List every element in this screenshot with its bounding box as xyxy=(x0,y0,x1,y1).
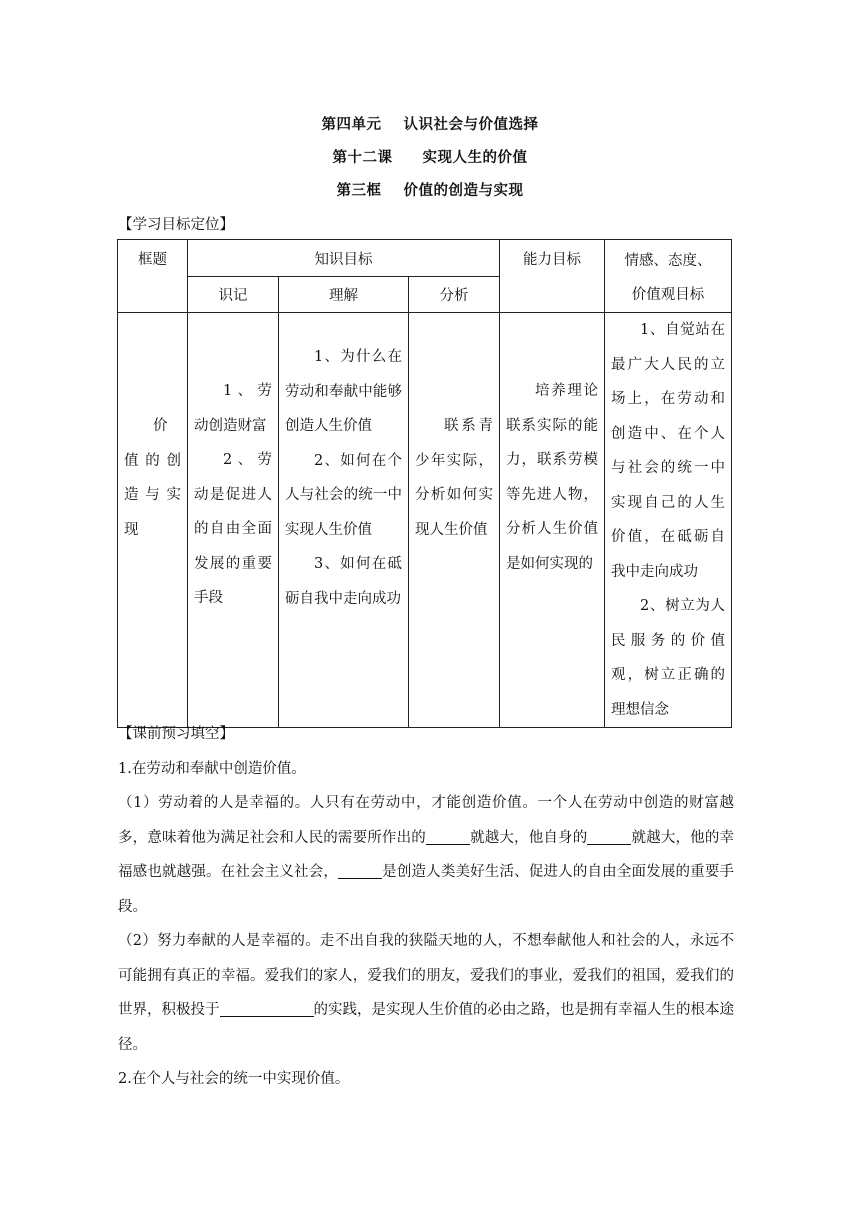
point-1-heading: 1.在劳动和奉献中创造价值。 xyxy=(118,761,306,777)
header-ability: 能力目标 xyxy=(500,240,605,313)
header-frame: 框题 xyxy=(118,240,188,313)
unit-title xyxy=(0,113,860,134)
fill-blank[interactable] xyxy=(338,864,382,879)
paragraph-1: （1）劳动着的人是幸福的。人只有在劳动中，才能创造价值。一个人在劳动中创造的财富越多，意味着他为满足社会和人民的需要所作出的 就越大，他自身的 就越大，他的幸福感也就越强。在社会主义社会， 是创造人类美好生活、促进人的自由全面发展的重要手段。 xyxy=(118,795,735,915)
lesson-number: 第十二课 xyxy=(332,150,393,166)
lesson-name: 实现人生的价值 xyxy=(422,150,528,166)
header-remember: 识记 xyxy=(188,277,279,313)
unit-name: 认识社会与价值选择 xyxy=(403,117,539,133)
cell-remember: 1、劳动创造财富 2、劳动是促进人的自由全面发展的重要手段 xyxy=(188,313,279,728)
cell-understand: 1、为什么在劳动和奉献中能够创造人生价值 2、如何在个人与社会的统一中实现人生价值 3、如何在砥砺自我中走向成功 xyxy=(279,313,409,728)
header-emotion: 情感、态度、 价值观目标 xyxy=(605,240,732,313)
cell-ability: 培养理论联系实际的能力，联系劳模等先进人物，分析人生价值是如何实现的 xyxy=(500,313,605,728)
fill-blank[interactable] xyxy=(220,1002,314,1017)
header-knowledge: 知识目标 xyxy=(188,240,500,277)
header-analyze: 分析 xyxy=(409,277,500,313)
fill-blank[interactable] xyxy=(587,830,631,845)
frame-number: 第三框 xyxy=(336,183,382,199)
fill-blank[interactable] xyxy=(426,830,470,845)
section-heading-preview: 【课前预习填空】 xyxy=(118,726,234,742)
lesson-title xyxy=(0,146,860,167)
cell-emotion: 1、自觉站在最广大人民的立场上，在劳动和创造中、在个人与社会的统一中实现自己的人生价值，在砥砺自我中走向成功 2、树立为人民服务的价值观，树立正确的理想信念 xyxy=(605,313,732,728)
point-2-heading: 2.在个人与社会的统一中实现价值。 xyxy=(118,1071,350,1087)
header-understand: 理解 xyxy=(279,277,409,313)
table-row xyxy=(118,313,732,728)
cell-frame: 价值的创造与实现 xyxy=(118,313,188,728)
learning-goals-table xyxy=(117,239,732,728)
section-heading-goals: 【学习目标定位】 xyxy=(118,217,234,233)
frame-title xyxy=(0,179,860,200)
paragraph-2: （2）努力奉献的人是幸福的。走不出自我的狭隘天地的人，不想奉献他人和社会的人，永远不可能拥有真正的幸福。爱我们的家人，爱我们的朋友，爱我们的事业，爱我们的祖国，爱我们的世界，积极投于 的实践，是实现人生价值的必由之路，也是拥有幸福人生的根本途径。 xyxy=(118,933,734,1053)
unit-number: 第四单元 xyxy=(321,117,382,133)
cell-analyze: 联系青少年实际，分析如何实现人生价值 xyxy=(409,313,500,728)
frame-name: 价值的创造与实现 xyxy=(403,183,524,199)
